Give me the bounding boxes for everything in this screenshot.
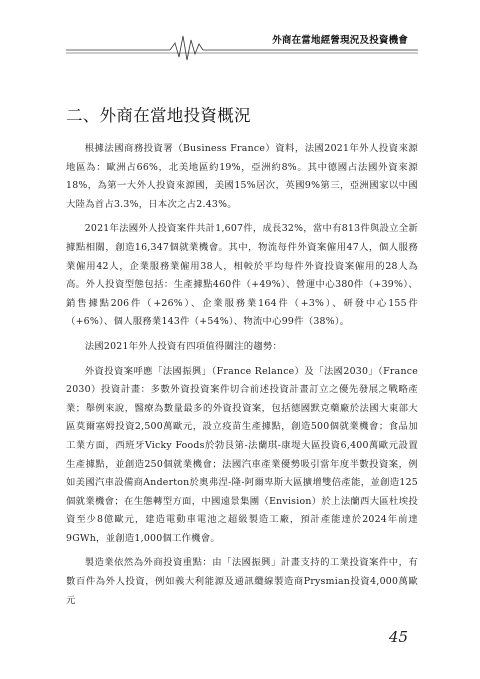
running-header (0, 26, 480, 62)
body-text (66, 140, 418, 616)
paragraph: 法國2021年外人投資有四項值得關注的趨勢： (84, 340, 283, 352)
paragraph: 根據法國商務投資署（Business France）資料，法國2021年外人投資來源地區為：歐洲占66%，北美地區約19%，亞洲約8%。其中德國占法國外資來源18%，為第一大外人投資來源國，美國15%居次，英國9%第三，亞洲國家以中國大陸為首占3.3%，日本次之占2.43%。 (66, 143, 418, 210)
paragraph: 2021年法國外人投資案件共計1,607件，成長32%，當中有813件與設立全新據點相關，創造16,347個就業機會。其中，物流每件外資案僱用47人，個人服務業僱用42人，企業服務業僱用38人，相較於平均每件外資投資案僱用的28人為高。外人投資型態包括：生產據點460件（+49%）、營運中心380件（+39%）、銷售據點206件（+26%）、企業服務業164件（+3%）、研發中心155件（+6%）、個人服務業143件（+54%）、物流中心99件（38%）。 (66, 223, 418, 328)
paragraph: 外資投資案呼應「法國振興」（France Relance）及「法國2030」（France 2030）投資計畫：多數外資投資案件切合前述投資計畫訂立之優先發展之戰略產業；舉例來說，醫療為數量最多的外資投資案，包括德國默克藥廠於法國大東部大區莫爾塞姆投資2,500萬歐元，設立疫苗生產據點，創造500個就業機會；食品加工業方面，西班牙Vicky Foods於勃艮第-法蘭琪-康堤大區投資6,400萬歐元設置生產據點，並創造250個就業機會；法國汽車產業優勢吸引當年度半數投資案，例如美國汽車設備商Anderton於奧弗涅-隆-阿爾卑斯大區擴增雙倍產能，並創造125個就業機會；在生態轉型方面，中國遠景集團（Envision）於上法蘭西大區杜埃投資至少8億歐元，建造電動車電池之超級製造工廠，預計產能達於2024年前達9GWh，並創造1,000個工作機會。 (66, 365, 418, 544)
heartbeat-line-ornament (0, 26, 480, 62)
header-title: 外商在當地經營現況及投資機會 (272, 35, 408, 46)
paragraph: 製造業依然為外商投資重點：由「法國振興」計畫支持的工業投資案件中，有數百件為外人投資，例如義大利能源及通訊纜線製造商Prysmian投資4,000萬歐元 (66, 557, 418, 606)
section-heading: 二、外商在當地投資概況 (66, 106, 251, 125)
page-number: 45 (388, 628, 408, 646)
